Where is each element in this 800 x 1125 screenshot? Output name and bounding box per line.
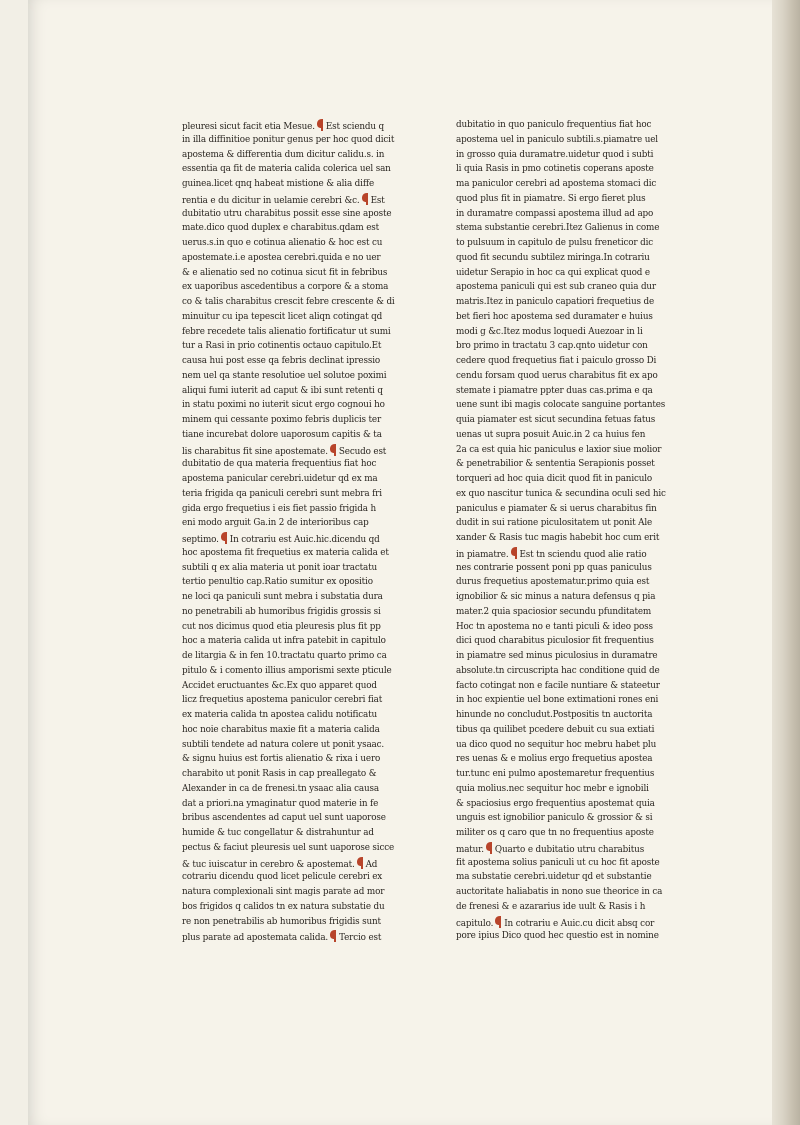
- text-line: quod fit secundu subtilez miringa.In cotrariu: [456, 252, 650, 263]
- text-line: capitulo. In cotrariu e Auic.cu dicit absq cor: [456, 915, 708, 930]
- text-line: absolute.tn circuscripta hac conditione quid de: [456, 665, 660, 676]
- text-line: tur.tunc eni pulmo apostemaretur frequentius: [456, 769, 655, 779]
- text-line: re non penetrabilis ab humoribus frigidis sunt: [182, 916, 381, 927]
- rubric-phrase: In cotrariu e Auic.cu dicit absq cor: [504, 918, 655, 929]
- text-line: in statu poximi no iuterit sicut ergo cognoui ho: [182, 400, 385, 411]
- rubric-phrase: Ad: [365, 859, 378, 870]
- text-line: licz frequetius apostema paniculor cerebri fiat: [182, 695, 383, 706]
- text-line: hoc apostema fit frequetius ex materia calida et: [182, 547, 389, 558]
- text-line: ex quo nascitur tunica & secundina oculi sed hic: [456, 488, 666, 499]
- text-line: mater.2 quia spaciosior secundu pfunditatem: [456, 606, 652, 617]
- text-line: hoc a materia calida ut infra patebit in capitulo: [182, 636, 386, 647]
- text-line: dudit in sui ratione piculositatem ut ponit Ale: [456, 518, 653, 529]
- text-line: pore ipius Dico quod hec questio est in nomine: [456, 931, 659, 942]
- text-line: quia molius.nec sequitur hoc mebr e ignobili: [456, 783, 649, 794]
- text-line: durus frequetius apostematur.primo quia est: [456, 577, 650, 588]
- text-line: in illa diffinitioe ponitur genus per hoc quod dicit: [182, 134, 395, 145]
- text-line: humide & tuc congellatur & distrahuntur ad: [182, 828, 374, 838]
- text-line: to pulsuum in capitulo de pulsu freneticor dic: [456, 238, 654, 248]
- text-line: lis charabitus fit sine apostemate. Secudo est: [182, 443, 444, 458]
- text-line: ua dico quod no sequitur hoc mebru habet plu: [456, 739, 657, 750]
- rubric-mark-icon: [220, 531, 229, 545]
- text-line: teria frigida qa paniculi cerebri sunt mebra fri: [182, 488, 382, 499]
- text-line: pitulo & i comento illius amporismi sexte pticule: [182, 665, 392, 676]
- text-line: minem qui cessante poximo febris duplicis ter: [182, 415, 382, 425]
- text-line: torqueri ad hoc quia dicit quod fit in paniculo: [456, 474, 653, 484]
- text-line: tibus qa quilibet pcedere debuit cu sua extiati: [456, 724, 655, 735]
- text-line: dici quod charabitus piculosior fit frequentius: [456, 636, 654, 647]
- text-line: stemate i piamatre ppter duas cas.prima e qa: [456, 385, 653, 396]
- text-line: tur a Rasi in prio cotinentis octauo capitulo.Et: [182, 341, 382, 352]
- text-line: & e alienatio sed no cotinua sicut fit in febribus: [182, 267, 388, 278]
- book-spine: [772, 0, 800, 1125]
- text-line: in grosso quia duramatre.uidetur quod i subti: [456, 149, 654, 160]
- text-line: plus parate ad apostemata calida. Tercio est: [182, 929, 444, 944]
- text-line: ne loci qa paniculi sunt mebra i substatia dura: [182, 592, 383, 602]
- rubric-mark-icon: [316, 118, 325, 132]
- text-line: cut nos dicimus quod etia pleuresis plus fit pp: [182, 621, 381, 632]
- text-line: eni modo arguit Ga.in 2 de interioribus cap: [182, 518, 369, 529]
- text-line: uerus.s.in quo e cotinua alienatio & hoc est cu: [182, 238, 383, 248]
- text-line: bro primo in tractatu 3 cap.qnto uidetur con: [456, 341, 648, 352]
- text-line: septimo. In cotrariu est Auic.hic.dicendu qd: [182, 531, 444, 546]
- rubric-phrase: Est tn sciendu quod alie ratio: [519, 549, 647, 560]
- rubric-phrase: Secudo est: [338, 446, 387, 457]
- text-line: minuitur cu ipa tepescit licet aliqn cotingat qd: [182, 311, 383, 322]
- text-line: apostema panicular cerebri.uidetur qd ex ma: [182, 474, 378, 484]
- text-line: charabito ut ponit Rasis in cap preallegato &: [182, 769, 377, 779]
- text-line: mate.dico quod duplex e charabitus.qdam est: [182, 223, 380, 234]
- text-line: co & talis charabitus crescit febre crescente & di: [182, 297, 395, 307]
- text-line: causa hui post esse qa febris declinat ipressio: [182, 356, 381, 366]
- text-line: ma substatie cerebri.uidetur qd et substantie: [456, 872, 652, 883]
- text-line: uene sunt ibi magis colocate sanguine portantes: [456, 400, 666, 411]
- text-line: Hoc tn apostema no e tanti piculi & ideo poss: [456, 621, 653, 632]
- text-line: & penetrabilior & sententia Serapionis posset: [456, 459, 655, 470]
- text-line: pectus & faciut pleuresis uel sunt uaporose sicce: [182, 842, 395, 853]
- text-line: Accidet eructuantes &c.Ex quo apparet quod: [182, 680, 377, 691]
- text-line: dat a priori.na ymaginatur quod materie in fe: [182, 798, 379, 809]
- rubric-phrase: Tercio est: [339, 933, 382, 944]
- text-line: bos frigidos q calidos tn ex natura substatie du: [182, 901, 385, 912]
- text-line: cedere quod frequetius fiat i paiculo grosso Di: [456, 356, 657, 366]
- text-line: de litargia & in fen 10.tractatu quarto primo ca: [182, 651, 387, 661]
- text-line: uenas ut supra posuit Auic.in 2 ca huius fen: [456, 429, 646, 440]
- text-line: & tuc iuiscatur in cerebro & apostemat. Ad: [182, 856, 444, 871]
- text-line: li quia Rasis in pmo cotinetis coperans aposte: [456, 164, 654, 175]
- text-line: cendu forsam quod uerus charabitus fit ex apo: [456, 370, 658, 381]
- text-line: auctoritate haliabatis in nono sue theorice in ca: [456, 887, 663, 897]
- text-line: cotrariu dicendu quod licet pelicule cerebri ex: [182, 872, 383, 883]
- text-line: in piamatre sed minus piculosius in duramatre: [456, 651, 658, 661]
- text-line: matur. Quarto e dubitatio utru charabitus: [456, 841, 708, 856]
- text-line: apostema uel in paniculo subtili.s.piamatre uel: [456, 134, 658, 145]
- text-line: 2a ca est quia hic paniculus e laxior siue molior: [456, 444, 662, 455]
- text-line: gida ergo frequetius i eis fiet passio frigida h: [182, 503, 376, 514]
- text-line: Alexander in ca de frenesi.tn ysaac alia causa: [182, 783, 379, 794]
- text-line: guinea.licet qnq habeat mistione & alia diffe: [182, 179, 375, 189]
- text-line: uidetur Serapio in hoc ca qui explicat quod e: [456, 267, 650, 278]
- text-line: subtili tendete ad natura colere ut ponit ysaac.: [182, 739, 385, 750]
- rubric-mark-icon: [510, 546, 519, 560]
- text-line: in duramatre compassi apostema illud ad apo: [456, 208, 654, 219]
- text-line: nem uel qa stante resolutioe uel solutoe poximi: [182, 370, 387, 381]
- rubric-mark-icon: [485, 841, 494, 855]
- text-line: facto cotingat non e facile nuntiare & stateetur: [456, 680, 660, 691]
- rubric-mark-icon: [356, 856, 365, 870]
- text-line: stema substantie cerebri.Itez Galienus in come: [456, 223, 660, 234]
- text-line: in hoc expientie uel bone extimationi rones eni: [456, 695, 659, 706]
- text-line: pleuresi sicut facit etia Mesue. Est sciendu q: [182, 118, 444, 133]
- left-text-column: [182, 118, 444, 944]
- text-line: hinunde no concludut.Postpositis tn auctorita: [456, 710, 653, 720]
- rubric-mark-icon: [329, 443, 338, 457]
- text-line: res uenas & e molius ergo frequetius apostea: [456, 754, 653, 765]
- text-line: matris.Itez in paniculo capatiori frequetius de: [456, 297, 655, 307]
- text-line: bribus ascendentes ad caput uel sunt uaporose: [182, 813, 386, 824]
- text-line: dubitatio utru charabitus possit esse sine aposte: [182, 208, 392, 219]
- text-line: nes contrarie possent poni pp quas paniculus: [456, 562, 652, 573]
- rubric-phrase: Est sciendu q: [325, 122, 385, 132]
- text-line: unguis est ignobilior paniculo & grossior & si: [456, 813, 653, 824]
- text-line: no penetrabili ab humoribus frigidis grossis si: [182, 606, 381, 617]
- rubric-mark-icon: [494, 915, 503, 929]
- text-line: apostema paniculi qui est sub craneo quia dur: [456, 282, 656, 293]
- text-line: tertio penultio cap.Ratio sumitur ex opositio: [182, 577, 373, 588]
- text-line: xander & Rasis tuc magis habebit hoc cum erit: [456, 533, 660, 543]
- text-line: modi g &c.Itez modus loquedi Auezoar in li: [456, 326, 643, 337]
- text-line: quod plus fit in piamatre. Si ergo fieret plus: [456, 193, 646, 204]
- text-line: aliqui fumi iuterit ad caput & ibi sunt retenti q: [182, 385, 383, 396]
- text-line: in piamatre. Est tn sciendu quod alie ratio: [456, 546, 708, 561]
- text-line: natura complexionali sint magis parate ad mor: [182, 887, 385, 897]
- text-line: ignobilior & sic minus a natura defensus q pia: [456, 592, 656, 602]
- text-line: militer os q caro que tn no frequentius aposte: [456, 828, 654, 838]
- text-line: hoc noie charabitus maxie fit a materia calida: [182, 724, 380, 735]
- text-line: dubitatio in quo paniculo frequentius fiat hoc: [456, 120, 652, 130]
- text-line: bet fieri hoc apostema sed duramater e huius: [456, 311, 653, 322]
- text-line: paniculus e piamater & si uerus charabitus fin: [456, 503, 657, 514]
- text-line: apostema & differentia dum dicitur calidu.s. in: [182, 149, 385, 160]
- rubric-mark-icon: [329, 929, 338, 943]
- text-line: & spaciosius ergo frequentius apostemat quia: [456, 798, 655, 809]
- text-line: fit apostema solius paniculi ut cu hoc fit aposte: [456, 857, 660, 868]
- rubric-phrase: In cotrariu est Auic.hic.dicendu qd: [229, 535, 380, 545]
- text-line: ma paniculor cerebri ad apostema stomaci dic: [456, 179, 657, 189]
- text-line: subtili q ex alia materia ut ponit ioar tractatu: [182, 562, 378, 573]
- rubric-phrase: Quarto e dubitatio utru charabitus: [494, 844, 645, 855]
- text-line: de frenesi & e azararius ide uult & Rasis i h: [456, 901, 646, 912]
- right-text-column: [456, 118, 708, 944]
- text-line: febre recedete talis alienatio fortificatur ut sumi: [182, 326, 391, 337]
- rubric-phrase: Est: [370, 195, 385, 206]
- text-line: quia piamater est sicut secundina fetuas fatus: [456, 415, 656, 425]
- text-line: dubitatio de qua materia frequentius fiat hoc: [182, 459, 377, 470]
- text-line: rentia e du dicitur in uelamie cerebri &c. Est: [182, 192, 444, 207]
- rubric-mark-icon: [361, 192, 370, 206]
- text-line: ex materia calida tn apostea calidu notificatu: [182, 710, 378, 720]
- text-line: essentia qa fit de materia calida colerica uel san: [182, 164, 391, 175]
- text-line: ex uaporibus ascedentibus a corpore & a stoma: [182, 282, 389, 293]
- text-line: apostemate.i.e apostea cerebri.quida e no uer: [182, 252, 381, 263]
- text-line: & signu huius est fortis alienatio & rixa i uero: [182, 754, 381, 765]
- text-line: tiane incurebat dolore uaporosum capitis & ta: [182, 429, 382, 440]
